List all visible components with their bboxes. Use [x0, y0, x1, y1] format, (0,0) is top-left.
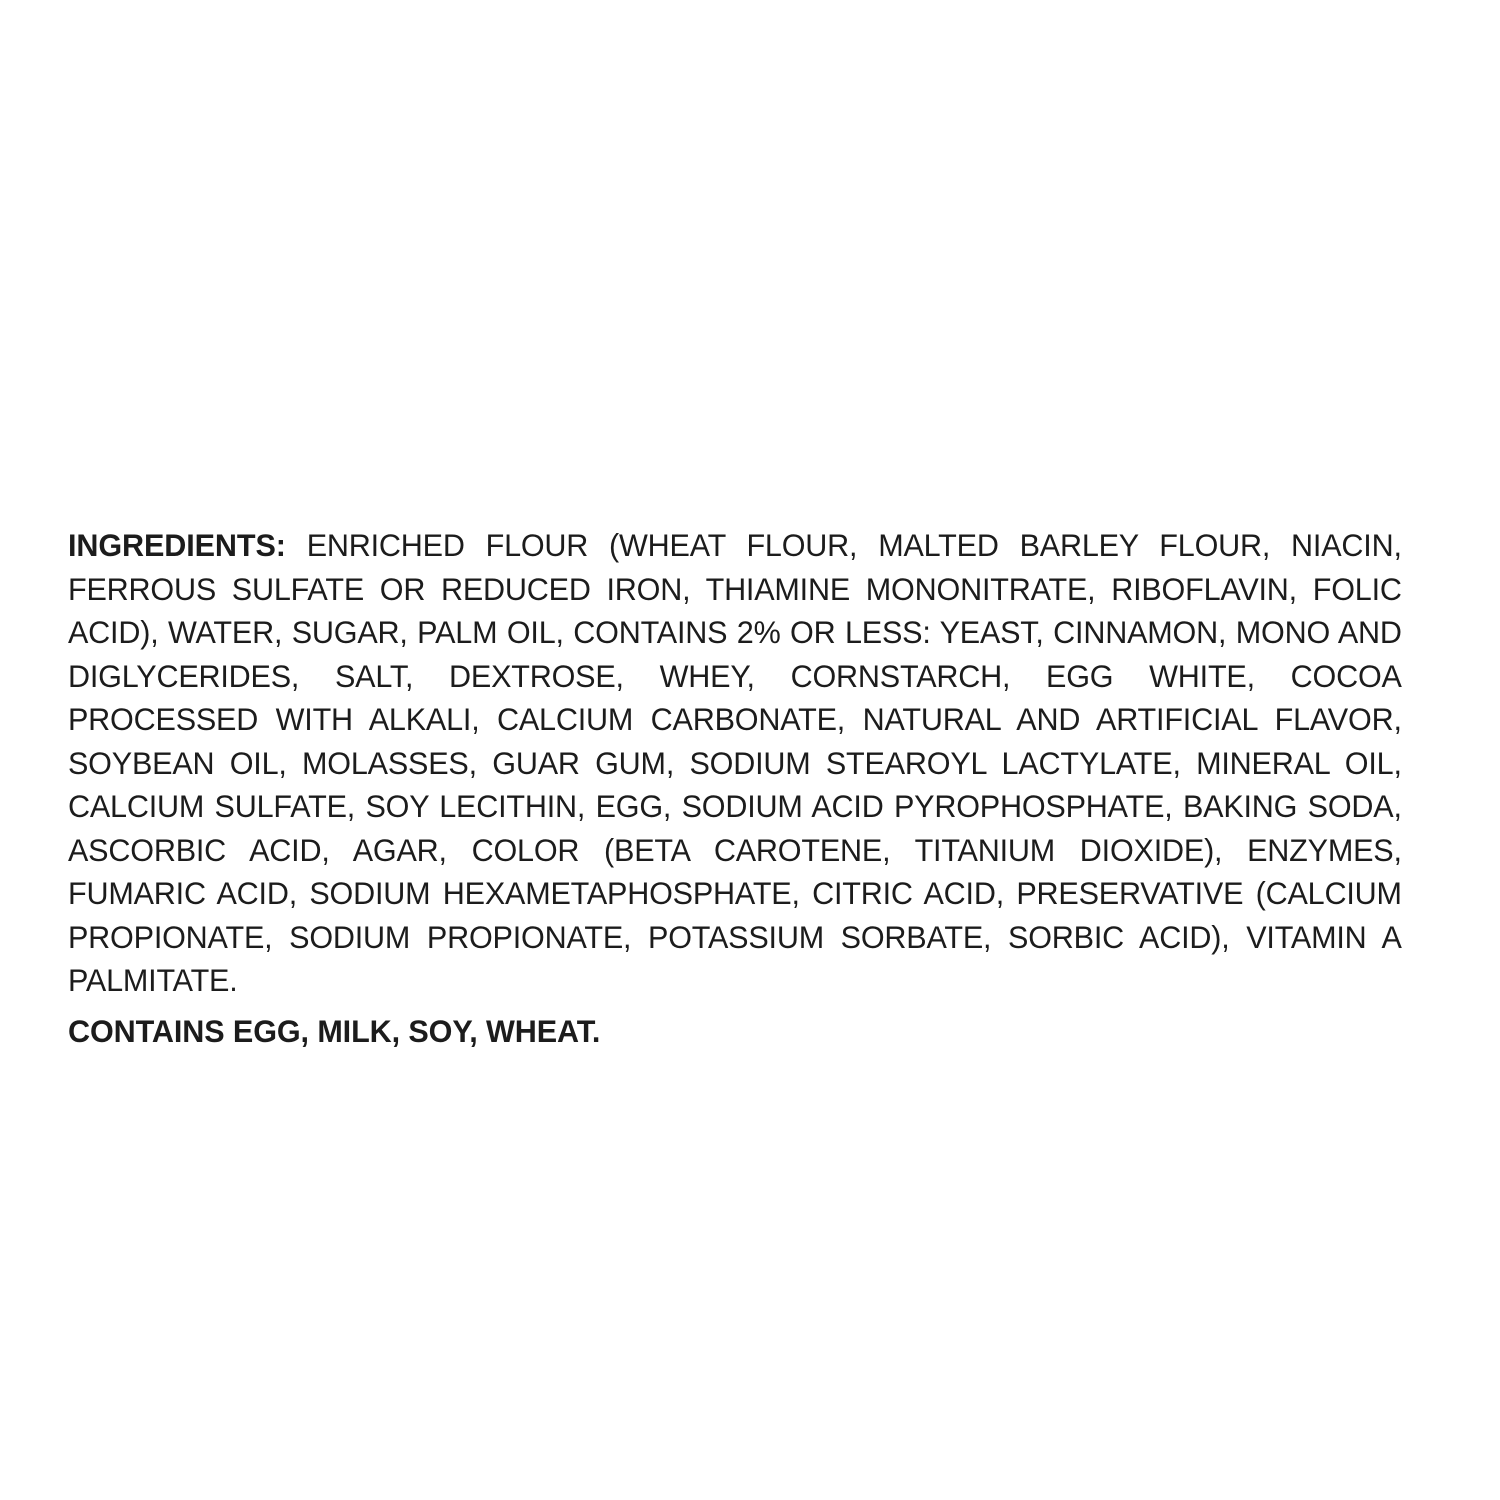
ingredients-block — [68, 524, 1443, 1051]
ingredients-paragraph — [68, 524, 1402, 1003]
allergen-contains-statement: CONTAINS EGG, MILK, SOY, WHEAT. — [68, 1012, 601, 1049]
ingredients-body-text: ENRICHED FLOUR (WHEAT FLOUR, MALTED BARLEY FLOUR, NIACIN, FERROUS SULFATE OR REDUCED IRON, THIAMINE MONONITRATE, RIBOFLAVIN, FOLIC ACID), WATER, SUGAR, PALM OIL, CONTAINS 2% OR LESS: YEAST, CINNAMON, MONO AND DIGLYCERIDES, SALT, DEXTROSE, WHEY, CORNSTARCH, EGG WHITE, COCOA PROCESSED WITH ALKALI, CALCIUM CARBONATE, NATURAL AND ARTIFICIAL FLAVOR, SOYBEAN OIL, MOLASSES, GUAR GUM, SODIUM STEAROYL LACTYLATE, MINERAL OIL, CALCIUM SULFATE, SOY LECITHIN, EGG, SODIUM ACID PYROPHOSPHATE, BAKING SODA, ASCORBIC ACID, AGAR, COLOR (BETA CAROTENE, TITANIUM DIOXIDE), ENZYMES, FUMARIC ACID, SODIUM HEXAMETAPHOSPHATE, CITRIC ACID, PRESERVATIVE (CALCIUM PROPIONATE, SODIUM PROPIONATE, POTASSIUM SORBATE, SORBIC ACID), VITAMIN A PALMITATE. — [68, 527, 1402, 998]
ingredients-lead-in-label: INGREDIENTS: — [68, 527, 286, 563]
